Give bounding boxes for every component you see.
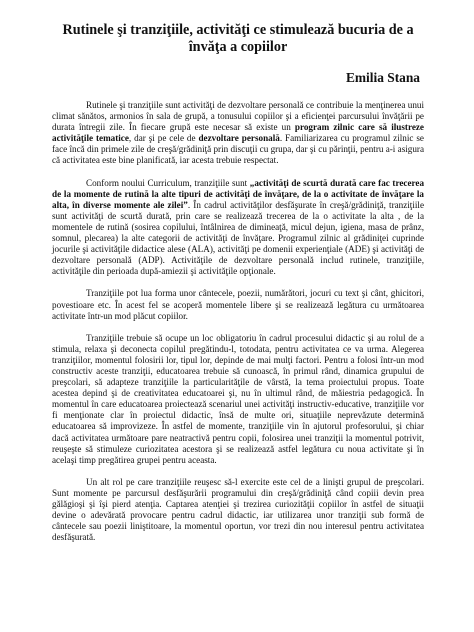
paragraph-bold-text: program zilnic care să ilustreze activităţile tematice <box>52 122 424 144</box>
paragraph-text: Tranziţiile pot lua forma unor cântecele, poezii, numărători, jocuri cu text şi cânt, ghicitori, povestioare etc. În acest fel se acoperă momentele libere şi se realizează legătura cu următoarea activitate într-un mod plăcut copiilor. <box>52 288 424 321</box>
paragraph-forms <box>52 288 424 321</box>
paragraph-bold-text: dezvoltare personală <box>198 133 280 144</box>
document-title: Rutinele şi tranziţiile, activităţi ce stimulează bucuria de a învăţa a copiilor <box>62 22 414 55</box>
author-name: Emilia Stana <box>345 70 420 85</box>
paragraph-text: Rutinele şi tranziţiile sunt activităţi de dezvoltare personală ce contribuie la menţinerea unui climat sănătos, armonios în sala de grupă, a tonusului copiilor şi a eficienţei parcursului învăţării pe durata întregii zile. În fiecare grupă este necesar să existe un <box>52 100 424 133</box>
paragraph-text: Tranziţiile trebuie să ocupe un loc obligatoriu în cadrul procesului didactic şi au rolul de a stimula, relaxa şi deconecta copilul pregătindu-l, totodata, pentru activitatea ce va urma. Alegerea tranziţiilor, momentul folosirii lor, tipul lor, depinde de mai mulţi factori. Pentru a folosi într-un mod constructiv aceste tranziţii, educatoarea trebuie să cunoască, în primul rând, dinamica grupului de preşcolari, să adapteze tranziţiile la particularităţile de vârstă, la tema proiectului propus. Toate acestea depind şi de creativitatea educatoarei şi, nu în ultimul rând, de măiestria pedagogică. În momentul în care educatoarea proiectează scenariul unei activităţi instructiv-educative, tranziţiile vor fi menţionate clar în proiectul didactic, însă de multe ori, situaţiile neprevăzute determină educatoarea să improvizeze. În astfel de momente, tranziţiile vin în ajutorul profesorului, şi chiar dacă activitatea următoare pare neatractivă pentru copii, folosirea unei tranziţii la momentul potrivit, reuşeşte să stimuleze curiozitatea acestora şi se realizează astfel legătura cu noua activitate şi în acelaşi timp pregătirea grupei pentru aceasta. <box>52 332 424 465</box>
paragraph-calming <box>52 477 424 544</box>
paragraph-curriculum <box>52 178 424 278</box>
paragraph-text: Conform noului Curriculum, tranziţiile sunt <box>86 177 250 188</box>
paragraph-text: . Familiarizarea cu programul zilnic se face încă din primele zile de creşă/grădiniţă prin discuţii cu grupa, dar şi cu părinţii, pentru a-i asigura că activitatea este bine planificată, iar acesta trebuie respectat. <box>52 133 424 166</box>
paragraph-text: . În cadrul activităţilor desfăşurate în creşă/grădiniţă, tranziţiile sunt activităţi de scurtă durată, prin care se realizează trecerea de la o activitate la alta , de la momentele de rutină (sosirea copilului, întâlnirea de dimineaţă, micul dejun, igiena, masa de prânz, somnul, plecarea) la alte categorii de activităţi de învăţare. Programul zilnic al grădiniţei cuprinde jocurile şi activităţile didactice alese (ALA), activităţi pe domenii experienţiale (ADE) şi activităţi de dezvoltare personală (ADP). Activităţile de dezvoltare personală includ rutinele, tranziţiile, activităţile din perioada după-amiezii şi activităţile opţionale. <box>52 199 424 277</box>
paragraph-text: Un alt rol pe care tranziţiile reuşesc să-l exercite este cel de a linişti grupul de preşcolari. Sunt momente pe parcursul desfăşurării programului din creşă/grădiniţă când copiii devin prea gălăgioşi şi îşi pierd atenţia. Captarea atenţiei şi trezirea curiozităţii copiilor în astfel de situaţii devine o adevărată provocare pentru cadrul didactic, iar utilizarea unor tranziţii sub formă de cântecele sau poezii liniştitoare, la momentul oportun, vor trezi din nou interesul pentru activitatea desfăşurată. <box>52 476 424 543</box>
paragraph-text: , dar şi pe cele de <box>128 133 199 144</box>
paragraph-bold-text: „activităţi de scurtă durată care fac trecerea de la momente de rutină la alte tipuri de activităţi de învăţare, de la o activitate de învăţare la alta, în diverse momente ale zilei” <box>52 177 425 210</box>
paragraph-intro <box>52 100 424 167</box>
paragraph-role <box>52 333 424 466</box>
